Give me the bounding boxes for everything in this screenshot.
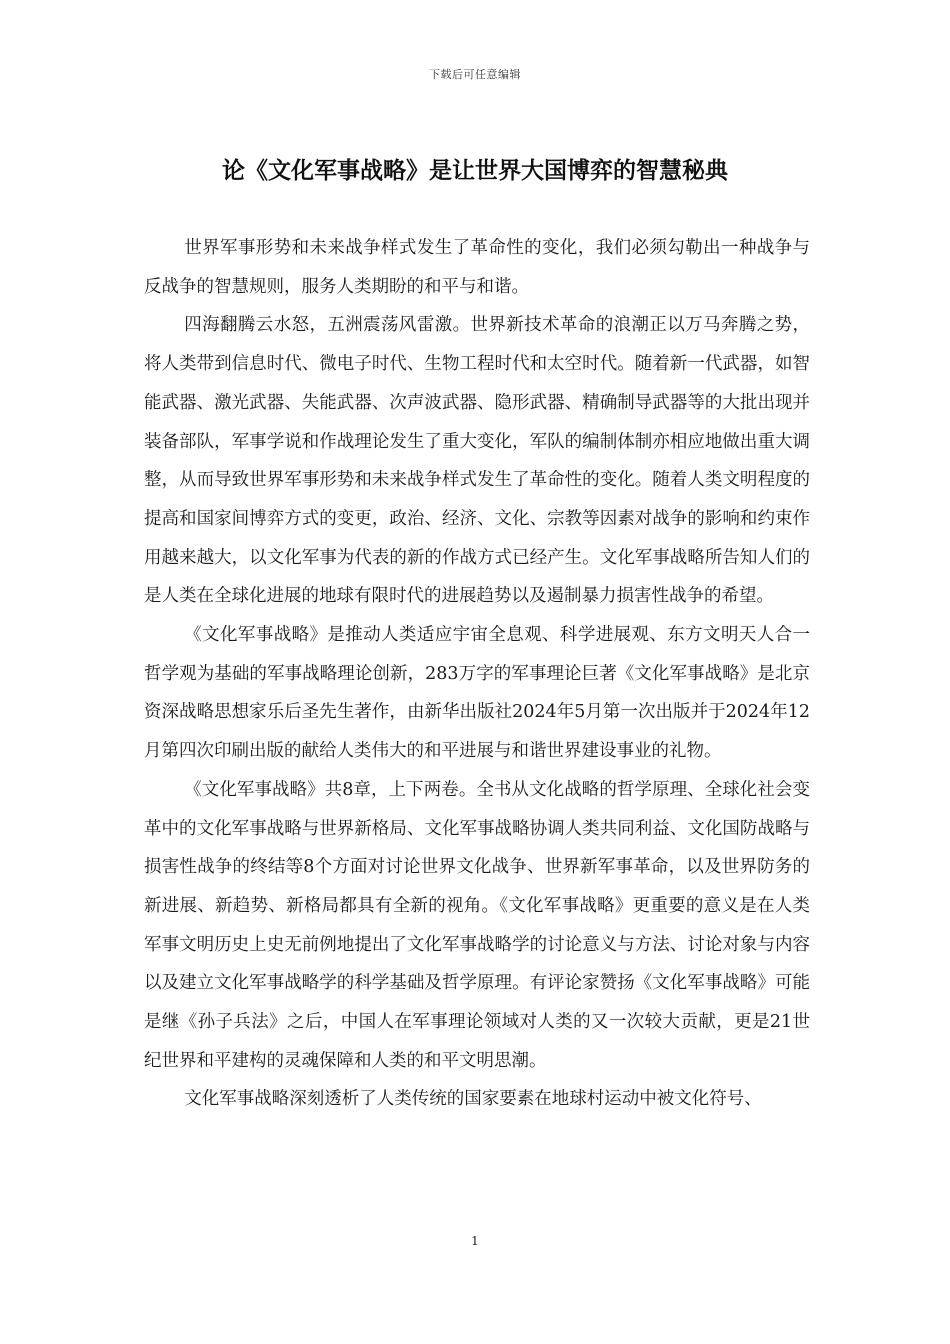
paragraph-3: 《文化军事战略》是推动人类适应宇宙全息观、科学进展观、东方文明天人合一哲学观为基础的军事战略理论创新，283万字的军事理论巨著《文化军事战略》是北京资深战略思想家乐后圣先生著作，由新华出版社2024年5月第一次出版并于2024年12月第四次印刷出版的献给人类伟大的和平进展与和谐世界建设事业的礼物。 [144,625,810,762]
document-title: 论《文化军事战略》是让世界大国博弈的智慧秘典 [222,158,728,184]
paragraph-2: 四海翻腾云水怒，五洲震荡风雷激。世界新技术革命的浪潮正以万马奔腾之势，将人类带到信息时代、微电子时代、生物工程时代和太空时代。随着新一代武器，如智能武器、激光武器、失能武器、次声波武器、隐形武器、精确制导武器等的大批出现并装备部队，军事学说和作战理论发生了重大变化，军队的编制体制亦相应地做出重大调整，从而导致世界军事形势和未来战争样式发生了革命性的变化。随着人类文明程度的提高和国家间博弈方式的变更，政治、经济、文化、宗教等因素对战争的影响和约束作用越来越大，以文化军事为代表的新的作战方式已经产生。文化军事战略所告知人们的是人类在全球化进展的地球有限时代的进展趋势以及遏制暴力损害性战争的希望。 [144,315,810,607]
paragraph-4: 《文化军事战略》共8章，上下两卷。全书从文化战略的哲学原理、全球化社会变革中的文化军事战略与世界新格局、文化军事战略协调人类共同利益、文化国防战略与损害性战争的终结等8个方面对讨论世界文化战争、世界新军事革命，以及世界防务的新进展、新趋势、新格局都具有全新的视角。《文化军事战略》更重要的意义是在人类军事文明历史上史无前例地提出了文化军事战略学的讨论意义与方法、讨论对象与内容以及建立文化军事战略学的科学基础及哲学原理。有评论家赞扬《文化军事战略》可能是继《孙子兵法》之后，中国人在军事理论领域对人类的又一次较大贡献，更是21世纪世界和平建构的灵魂保障和人类的和平文明思潮。 [144,779,810,1071]
page-number: 1 [471,1234,479,1248]
paragraph-5: 文化军事战略深刻透析了人类传统的国家要素在地球村运动中被文化符号、 [184,1089,762,1110]
page-header-note: 下载后可任意编辑 [429,68,521,81]
paragraph-1: 世界军事形势和未来战争样式发生了革命性的变化，我们必须勾勒出一种战争与反战争的智慧规则，服务人类期盼的和平与和谐。 [144,238,810,297]
document-body [144,229,810,1119]
